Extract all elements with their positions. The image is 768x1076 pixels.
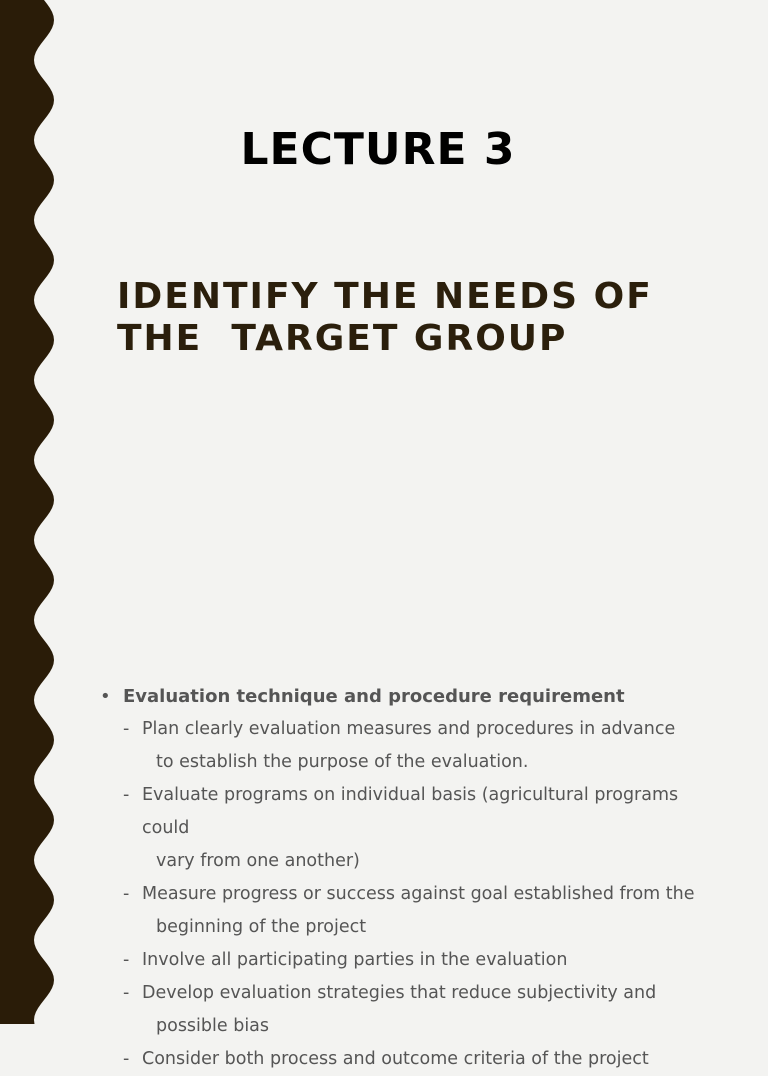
bullet-heading-text: Evaluation technique and procedure requirement <box>123 686 625 707</box>
list-item <box>100 944 730 977</box>
list-item-line-1: Evaluate programs on individual basis (agricultural programs could <box>142 785 679 838</box>
dash-icon: - <box>123 950 130 970</box>
list-item-line-1: Involve all participating parties in the evaluation <box>142 950 568 970</box>
list-item-line-1: Plan clearly evaluation measures and procedures in advance <box>142 719 676 739</box>
list-item-line-2: to establish the purpose of the evaluation. <box>156 752 529 772</box>
list-item-line-2: possible bias <box>156 1016 270 1036</box>
content-body <box>100 680 730 1076</box>
dash-icon: - <box>123 884 130 904</box>
slide-subtitle <box>117 276 717 360</box>
bullet-dot-icon: • <box>100 686 111 707</box>
subtitle-line-2: THE TARGET GROUP <box>117 318 568 359</box>
list-item-line-2: beginning of the project <box>156 917 367 937</box>
dash-icon: - <box>123 719 130 739</box>
list-item-line-2: vary from one another) <box>156 851 360 871</box>
list-item-line-1: Consider both process and outcome criteria of the project <box>142 1049 649 1069</box>
lecture-title: LECTURE 3 <box>240 124 516 175</box>
list-item <box>100 1043 730 1076</box>
bullet-heading <box>100 680 730 713</box>
list-item <box>100 713 730 779</box>
dash-icon: - <box>123 1049 130 1069</box>
list-item <box>100 977 730 1043</box>
list-item-line-1: Measure progress or success against goal established from the <box>142 884 695 904</box>
list-item <box>100 779 730 878</box>
list-item <box>100 878 730 944</box>
subtitle-line-1: IDENTIFY THE NEEDS OF <box>117 276 653 317</box>
dash-icon: - <box>123 983 130 1003</box>
dash-icon: - <box>123 785 130 805</box>
list-item-line-1: Develop evaluation strategies that reduce subjectivity and <box>142 983 657 1003</box>
